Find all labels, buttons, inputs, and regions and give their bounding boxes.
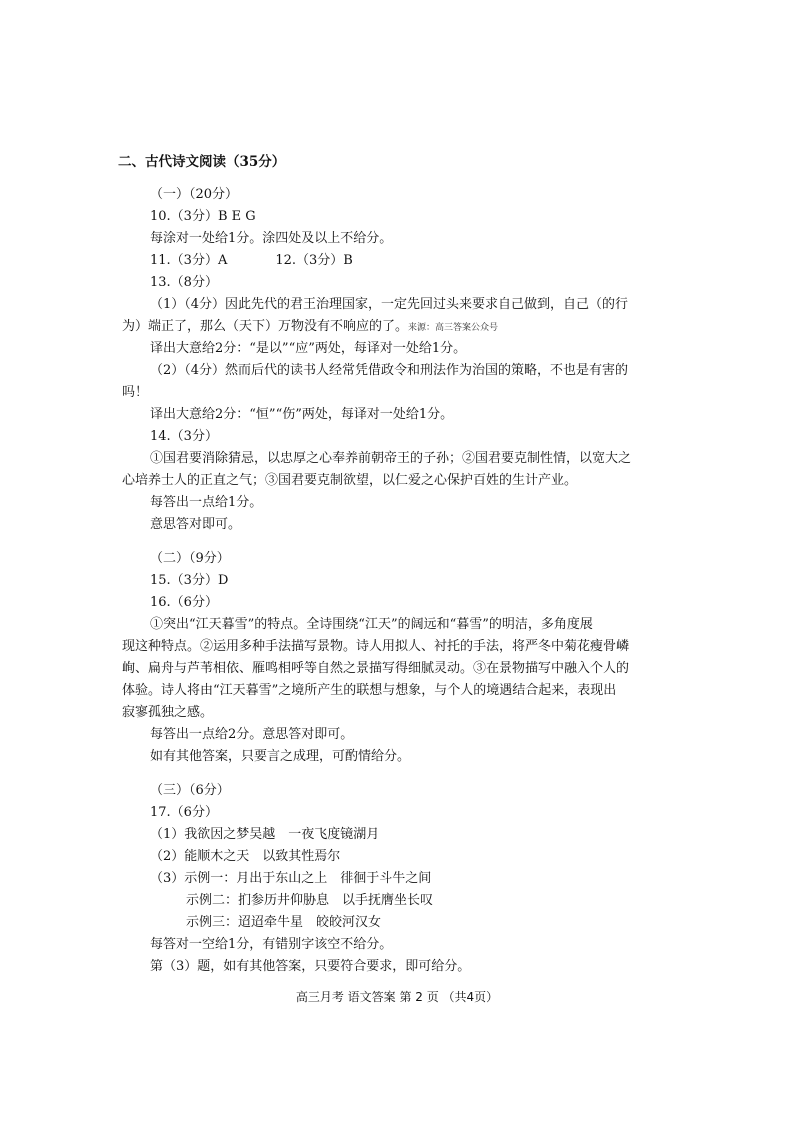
q17-3-example2: 示例二：扪参历井仰胁息 以手抚膺坐长叹: [186, 893, 434, 908]
q17-3-example3: 示例三：迢迢牵牛星 皎皎河汉女: [186, 915, 382, 930]
q13-1-line2: [122, 318, 498, 337]
q13-1-note: 译出大意给2分：“是以”“应”两处，每译对一处给1分。: [150, 341, 467, 356]
q11-q12-answers: [150, 252, 353, 270]
q13-1-line2-text: 为）端正了，那么（天下）万物没有不响应的了。: [122, 319, 409, 334]
q14-header: 14.（3分）: [150, 429, 218, 444]
part1-header: （一）（20分）: [150, 187, 239, 202]
q13-2-note: 译出大意给2分：“恒”“伤”两处，每译对一处给1分。: [150, 407, 454, 422]
part3-header: （三）（6分）: [150, 783, 230, 798]
q13-2-line1: （2）（4分）然而后代的读书人经常凭借政令和刑法作为治国的策略，不也是有害的: [150, 363, 629, 378]
q16-line4: 体验。诗人将由“江天暮雪”之境所产生的联想与想象，与个人的境遇结合起来，表现出: [122, 683, 617, 698]
q14-note1: 每答出一点给1分。: [150, 495, 263, 510]
part2-header: （二）（9分）: [150, 551, 230, 566]
q16-header: 16.（6分）: [150, 595, 218, 610]
q17-1: （1）我欲因之梦吴越 一夜飞度镜湖月: [150, 827, 380, 842]
q17-note1: 每答对一空给1分，有错别字该空不给分。: [150, 937, 393, 952]
q10-answer: 10.（3分）B E G: [150, 209, 256, 224]
q17-header: 17.（6分）: [150, 805, 218, 820]
q11-answer: 11.（3分）A: [150, 253, 228, 268]
q10-note: 每涂对一处给1分。涂四处及以上不给分。: [150, 231, 393, 246]
q14-line1: ①国君要消除猜忌，以忠厚之心奉养前朝帝王的子孙；②国君要克制性情，以宽大之: [150, 451, 632, 466]
section-title: 二、古代诗文阅读（35分）: [118, 154, 286, 170]
q12-answer: 12.（3分）B: [275, 253, 353, 268]
q14-line2: 心培养士人的正直之气；③国君要克制欲望，以仁爱之心保护百姓的生计产业。: [122, 473, 578, 488]
q16-line2: 现这种特点。②运用多种手法描写景物。诗人用拟人、衬托的手法，将严冬中菊花瘦骨嶙: [122, 639, 630, 654]
q17-note2: 第（3）题，如有其他答案，只要符合要求，即可给分。: [150, 959, 471, 974]
q16-note1: 每答出一点给2分。意思答对即可。: [150, 727, 354, 742]
q15-answer: 15.（3分）D: [150, 573, 229, 588]
q16-line1: ①突出“江天暮雪”的特点。全诗围绕“江天”的阔远和“暮雪”的明洁，多角度展: [150, 617, 593, 632]
source-watermark: 来源：高三答案公众号: [408, 323, 499, 333]
q16-note2: 如有其他答案，只要言之成理，可酌情给分。: [150, 749, 411, 764]
q17-3: （3）示例一：月出于东山之上 徘徊于斗牛之间: [150, 871, 432, 886]
q16-line3: 峋、扁舟与芦苇相依、雁鸣相呼等自然之景描写得细腻灵动。③在景物描写中融入个人的: [122, 661, 630, 676]
q13-1-line1: （1）（4分）因此先代的君王治理国家，一定先回过头来要求自己做到，自己（的行: [150, 297, 629, 312]
q16-line5: 寂寥孤独之感。: [122, 705, 214, 720]
q13-header: 13.（8分）: [150, 275, 218, 290]
page-footer: 高三月考 语文答案 第 2 页 （共4页）: [295, 990, 499, 1004]
q17-2: （2）能顺木之天 以致其性焉尔: [150, 849, 341, 864]
q13-2-line2: 吗！: [122, 385, 149, 400]
q14-note2: 意思答对即可。: [150, 517, 242, 532]
